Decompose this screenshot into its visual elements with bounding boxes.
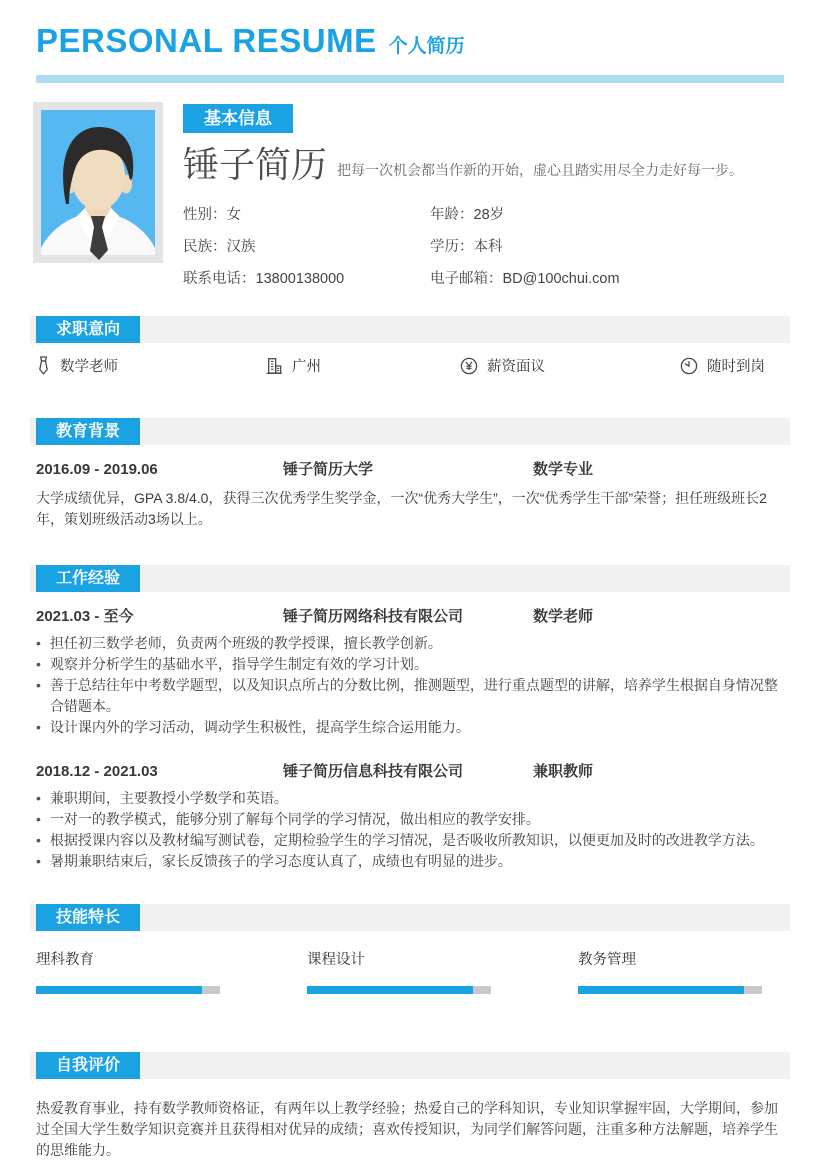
skill-name: 理科教育 [36, 952, 94, 968]
work-bullet-text: • 担任初三数学老师，负责两个班级的教学授课，擅长教学创新。 [49, 635, 442, 651]
work-title: 数学老师 [533, 608, 594, 625]
basic-info-fields [183, 208, 790, 287]
education-section [0, 418, 820, 530]
skill-progress-track [578, 986, 762, 994]
work-bullet [36, 788, 790, 809]
title-underline-rule [36, 75, 784, 83]
skills-list [36, 953, 790, 994]
intent-position-label: 数学老师 [60, 359, 118, 375]
basic-info-section [33, 102, 790, 287]
section-badge-education: 教育背景 [36, 418, 140, 445]
section-header-work [30, 565, 790, 592]
building-icon [265, 357, 283, 375]
field-phone: 联系电话：13800138000 [183, 271, 345, 287]
education-period: 2016.09 - 2019.06 [36, 461, 158, 478]
work-company: 锤子简历网络科技有限公司 [283, 608, 464, 625]
yen-circle-icon [460, 357, 478, 375]
work-bullet-text: • 一对一的教学模式，能够分别了解每个同学的学习情况，做出相应的教学安排。 [49, 811, 540, 827]
work-bullet [36, 633, 790, 654]
work-bullet-text: • 观察并分析学生的基础水平，指导学生制定有效的学习计划。 [49, 656, 428, 672]
education-entry-header [36, 462, 790, 477]
intent-salary-label: 薪资面议 [487, 359, 545, 375]
skill-name: 课程设计 [307, 952, 365, 968]
skill-item-science-education [36, 953, 220, 994]
work-bullet-list [36, 788, 790, 872]
skill-name: 教务管理 [578, 952, 636, 968]
work-experience-section [0, 565, 820, 872]
section-badge-basic-info: 基本信息 [183, 104, 293, 133]
field-ethnicity: 民族：汉族 [183, 239, 256, 255]
section-header-self-evaluation [30, 1052, 790, 1079]
page-header [0, 0, 820, 83]
page-title: PERSONAL RESUME [36, 22, 377, 59]
field-education-level: 学历：本科 [430, 239, 503, 255]
work-bullet [36, 830, 790, 851]
section-badge-self-evaluation: 自我评价 [36, 1052, 140, 1079]
field-age: 年龄：28岁 [430, 207, 505, 223]
self-evaluation-text: 热爱教育事业，持有数学教师资格证，有两年以上教学经验；热爱自己的学科知识，专业知识掌握牢固，大学期间，参加过全国大学生数学知识竞赛并且获得相对优异的成绩；喜欢传授知识，为同学们解答问题，注重多种方法解题，培养学生的思维能力。 [36, 1100, 778, 1158]
basic-info-details [183, 102, 790, 287]
skill-progress-fill [307, 986, 473, 994]
section-header-education [30, 418, 790, 445]
work-entry-2 [0, 764, 820, 872]
work-entry-header [36, 764, 790, 779]
education-description: 大学成绩优异，GPA 3.8/4.0，获得三次优秀学生奖学金，一次“优秀大学生”，一次“优秀学生干部”荣誉；担任班级班长2年，策划班级活动3场以上。 [36, 490, 767, 527]
work-company: 锤子简历信息科技有限公司 [283, 763, 464, 780]
page-subtitle: 个人简历 [388, 36, 465, 57]
field-email: 电子邮箱：BD@100chui.com [430, 271, 620, 287]
avatar-illustration [33, 102, 163, 263]
skills-section [0, 904, 820, 994]
section-header-job-intent [30, 316, 790, 343]
job-intent-items [36, 355, 790, 376]
work-bullet-text: • 兼职期间，主要教授小学数学和英语。 [49, 790, 288, 806]
section-badge-skills: 技能特长 [36, 904, 140, 931]
work-bullet [36, 675, 790, 717]
work-period: 2021.03 - 至今 [36, 608, 134, 625]
skill-item-academic-admin [578, 953, 762, 994]
work-bullet [36, 654, 790, 675]
skill-progress-fill [578, 986, 744, 994]
work-bullet [36, 851, 790, 872]
work-bullet [36, 809, 790, 830]
section-badge-job-intent: 求职意向 [36, 316, 140, 343]
skill-progress-track [307, 986, 491, 994]
skill-progress-fill [36, 986, 202, 994]
intent-item-position [36, 355, 265, 376]
section-badge-work: 工作经验 [36, 565, 140, 592]
skill-progress-track [36, 986, 220, 994]
work-entry-1 [0, 609, 820, 738]
field-gender: 性别：女 [183, 207, 241, 223]
intent-item-availability [680, 355, 790, 376]
job-intent-section [0, 316, 820, 376]
clock-icon [680, 357, 698, 375]
work-bullet-text: • 根据授课内容以及教材编写测试卷，定期检验学生的学习情况，是否吸收所教知识，以便更加及时的改进教学方法。 [49, 832, 764, 848]
intent-item-salary [460, 355, 680, 376]
tie-icon [36, 356, 51, 375]
skill-item-course-design [307, 953, 491, 994]
candidate-tagline: 把每一次机会都当作新的开始，虚心且踏实用尽全力走好每一步。 [337, 162, 744, 178]
section-header-skills [30, 904, 790, 931]
intent-city-label: 广州 [292, 359, 321, 375]
work-period: 2018.12 - 2021.03 [36, 763, 158, 780]
education-major: 数学专业 [533, 461, 594, 478]
avatar [33, 102, 163, 263]
work-title: 兼职教师 [533, 763, 594, 780]
intent-item-city [265, 355, 460, 376]
work-bullet-text: • 暑期兼职结束后，家长反馈孩子的学习态度认真了，成绩也有明显的进步。 [49, 853, 512, 869]
work-bullet-text: • 设计课内外的学习活动，调动学生积极性，提高学生综合运用能力。 [49, 719, 470, 735]
candidate-name: 锤子简历 [183, 144, 328, 185]
education-school: 锤子简历大学 [283, 461, 374, 478]
work-bullet-list [36, 633, 790, 738]
work-bullet [36, 717, 790, 738]
work-bullet-text: • 善于总结往年中考数学题型，以及知识点所占的分数比例，推测题型，进行重点题型的讲解，培养学生根据自身情况整合错题本。 [49, 677, 778, 714]
self-evaluation-section [0, 1052, 820, 1161]
intent-availability-label: 随时到岗 [707, 359, 765, 375]
work-entry-header [36, 609, 790, 624]
